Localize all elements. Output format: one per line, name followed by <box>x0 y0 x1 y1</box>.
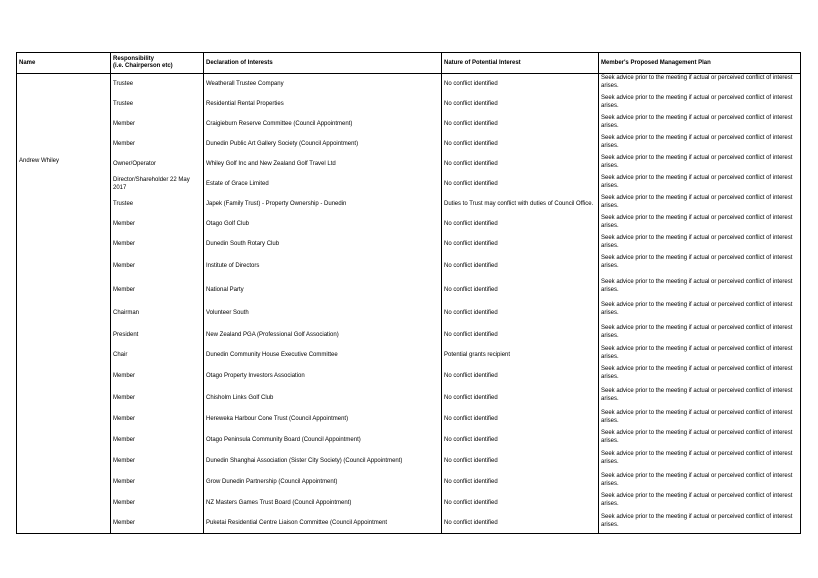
cell-plan: Seek advice prior to the meeting if actual or perceived conflict of interest arises. <box>599 134 801 154</box>
cell-declaration: Hereweka Harbour Cone Trust (Council Appointment) <box>204 409 442 429</box>
cell-plan: Seek advice prior to the meeting if actual or perceived conflict of interest arises. <box>599 254 801 278</box>
cell-name <box>17 365 111 387</box>
cell-plan: Seek advice prior to the meeting if actual or perceived conflict of interest arises. <box>599 450 801 472</box>
cell-name <box>17 409 111 429</box>
cell-nature: Potential grants recipient <box>442 345 599 365</box>
cell-nature: No conflict identified <box>442 387 599 409</box>
cell-name <box>17 134 111 154</box>
interests-register-table <box>16 52 801 534</box>
table-row <box>17 450 801 472</box>
cell-responsibility: President <box>111 324 204 345</box>
cell-responsibility: Member <box>111 472 204 492</box>
cell-declaration: Chisholm Links Golf Club <box>204 387 442 409</box>
cell-declaration: Whiley Golf Inc and New Zealand Golf Travel Ltd <box>204 154 442 174</box>
cell-declaration: Craigieburn Reserve Committee (Council Appointment) <box>204 114 442 134</box>
cell-plan: Seek advice prior to the meeting if actual or perceived conflict of interest arises. <box>599 74 801 95</box>
cell-nature: No conflict identified <box>442 114 599 134</box>
table-row <box>17 301 801 324</box>
cell-name <box>17 254 111 278</box>
cell-name <box>17 94 111 114</box>
header-responsibility-title: Responsibility <box>113 56 155 62</box>
cell-responsibility: Member <box>111 114 204 134</box>
cell-nature: No conflict identified <box>442 174 599 194</box>
cell-name <box>17 345 111 365</box>
table-row <box>17 492 801 513</box>
cell-nature: Duties to Trust may conflict with duties of Council Office. <box>442 194 599 214</box>
cell-declaration: Volunteer South <box>204 301 442 324</box>
cell-plan: Seek advice prior to the meeting if actual or perceived conflict of interest arises. <box>599 154 801 174</box>
cell-responsibility: Director/Shareholder 22 May 2017 <box>111 174 204 194</box>
cell-declaration: Dunedin South Rotary Club <box>204 234 442 254</box>
cell-responsibility: Member <box>111 365 204 387</box>
table-row <box>17 234 801 254</box>
cell-declaration: Otago Property Investors Association <box>204 365 442 387</box>
cell-nature: No conflict identified <box>442 409 599 429</box>
cell-name <box>17 301 111 324</box>
cell-declaration: Residential Rental Properties <box>204 94 442 114</box>
cell-responsibility: Member <box>111 387 204 409</box>
cell-nature: No conflict identified <box>442 324 599 345</box>
cell-declaration: National Party <box>204 278 442 301</box>
cell-plan: Seek advice prior to the meeting if actual or perceived conflict of interest arises. <box>599 94 801 114</box>
cell-responsibility: Member <box>111 234 204 254</box>
table-row <box>17 387 801 409</box>
cell-plan: Seek advice prior to the meeting if actual or perceived conflict of interest arises. <box>599 409 801 429</box>
cell-plan: Seek advice prior to the meeting if actual or perceived conflict of interest arises. <box>599 194 801 214</box>
cell-responsibility: Member <box>111 429 204 450</box>
table-row <box>17 154 801 174</box>
cell-name <box>17 74 111 95</box>
cell-nature: No conflict identified <box>442 74 599 95</box>
table-row <box>17 345 801 365</box>
cell-declaration: Dunedin Shanghai Association (Sister City Society) (Council Appointment) <box>204 450 442 472</box>
cell-name <box>17 278 111 301</box>
table-row <box>17 472 801 492</box>
cell-plan: Seek advice prior to the meeting if actual or perceived conflict of interest arises. <box>599 214 801 234</box>
cell-plan: Seek advice prior to the meeting if actual or perceived conflict of interest arises. <box>599 429 801 450</box>
cell-responsibility: Trustee <box>111 74 204 95</box>
cell-name <box>17 114 111 134</box>
table-row <box>17 365 801 387</box>
header-name: Name <box>17 53 111 74</box>
cell-plan: Seek advice prior to the meeting if actual or perceived conflict of interest arises. <box>599 492 801 513</box>
cell-name <box>17 214 111 234</box>
cell-plan: Seek advice prior to the meeting if actual or perceived conflict of interest arises. <box>599 472 801 492</box>
cell-nature: No conflict identified <box>442 365 599 387</box>
cell-plan: Seek advice prior to the meeting if actual or perceived conflict of interest arises. <box>599 301 801 324</box>
cell-responsibility: Owner/Operator <box>111 154 204 174</box>
cell-plan: Seek advice prior to the meeting if actual or perceived conflict of interest arises. <box>599 345 801 365</box>
cell-nature: No conflict identified <box>442 450 599 472</box>
cell-responsibility: Trustee <box>111 94 204 114</box>
cell-declaration: Dunedin Community House Executive Committee <box>204 345 442 365</box>
cell-declaration: Institute of Directors <box>204 254 442 278</box>
header-row <box>17 53 801 74</box>
cell-declaration: New Zealand PGA (Professional Golf Association) <box>204 324 442 345</box>
table-row <box>17 254 801 278</box>
cell-declaration: Otago Golf Club <box>204 214 442 234</box>
table-row <box>17 429 801 450</box>
cell-responsibility: Member <box>111 409 204 429</box>
cell-responsibility: Member <box>111 214 204 234</box>
cell-declaration: Otago Peninsula Community Board (Council Appointment) <box>204 429 442 450</box>
cell-declaration: Estate of Grace Limited <box>204 174 442 194</box>
cell-plan: Seek advice prior to the meeting if actual or perceived conflict of interest arises. <box>599 278 801 301</box>
table-row <box>17 278 801 301</box>
cell-declaration: Puketai Residential Centre Liaison Committee (Council Appointment <box>204 513 442 534</box>
cell-plan: Seek advice prior to the meeting if actual or perceived conflict of interest arises. <box>599 234 801 254</box>
cell-plan: Seek advice prior to the meeting if actual or perceived conflict of interest arises. <box>599 174 801 194</box>
cell-plan: Seek advice prior to the meeting if actual or perceived conflict of interest arises. <box>599 114 801 134</box>
table-row <box>17 513 801 534</box>
cell-declaration: Grow Dunedin Partnership (Council Appointment) <box>204 472 442 492</box>
cell-nature: No conflict identified <box>442 154 599 174</box>
cell-name <box>17 194 111 214</box>
cell-name <box>17 324 111 345</box>
header-plan: Member's Proposed Management Plan <box>599 53 801 74</box>
cell-responsibility: Trustee <box>111 194 204 214</box>
table-row <box>17 194 801 214</box>
cell-nature: No conflict identified <box>442 278 599 301</box>
cell-nature: No conflict identified <box>442 134 599 154</box>
cell-declaration: Weatherall Trustee Company <box>204 74 442 95</box>
cell-nature: No conflict identified <box>442 214 599 234</box>
cell-responsibility: Member <box>111 134 204 154</box>
cell-plan: Seek advice prior to the meeting if actual or perceived conflict of interest arises. <box>599 513 801 534</box>
cell-name <box>17 450 111 472</box>
cell-name: Andrew Whiley <box>17 154 111 174</box>
cell-name <box>17 387 111 409</box>
header-responsibility-subtitle: (i.e. Chairperson etc) <box>113 63 173 69</box>
table-row <box>17 134 801 154</box>
cell-responsibility: Member <box>111 492 204 513</box>
cell-name <box>17 429 111 450</box>
cell-nature: No conflict identified <box>442 472 599 492</box>
header-responsibility <box>111 53 204 74</box>
cell-name <box>17 492 111 513</box>
cell-declaration: Japek (Family Trust) - Property Ownership - Dunedin <box>204 194 442 214</box>
table-row <box>17 174 801 194</box>
cell-nature: No conflict identified <box>442 254 599 278</box>
table-row <box>17 74 801 95</box>
cell-nature: No conflict identified <box>442 94 599 114</box>
table-row <box>17 409 801 429</box>
cell-responsibility: Member <box>111 254 204 278</box>
cell-nature: No conflict identified <box>442 492 599 513</box>
cell-nature: No conflict identified <box>442 513 599 534</box>
cell-nature: No conflict identified <box>442 234 599 254</box>
table-row <box>17 214 801 234</box>
table-row <box>17 94 801 114</box>
cell-plan: Seek advice prior to the meeting if actual or perceived conflict of interest arises. <box>599 324 801 345</box>
cell-responsibility: Member <box>111 450 204 472</box>
cell-responsibility: Chair <box>111 345 204 365</box>
cell-nature: No conflict identified <box>442 301 599 324</box>
table-row <box>17 324 801 345</box>
cell-responsibility: Chairman <box>111 301 204 324</box>
table-row <box>17 114 801 134</box>
cell-declaration: NZ Masters Games Trust Board (Council Appointment) <box>204 492 442 513</box>
cell-name <box>17 174 111 194</box>
cell-plan: Seek advice prior to the meeting if actual or perceived conflict of interest arises. <box>599 365 801 387</box>
cell-plan: Seek advice prior to the meeting if actual or perceived conflict of interest arises. <box>599 387 801 409</box>
cell-name <box>17 234 111 254</box>
header-nature: Nature of Potential Interest <box>442 53 599 74</box>
header-declaration: Declaration of Interests <box>204 53 442 74</box>
cell-declaration: Dunedin Public Art Gallery Society (Council Appointment) <box>204 134 442 154</box>
cell-name <box>17 513 111 534</box>
cell-responsibility: Member <box>111 278 204 301</box>
cell-name <box>17 472 111 492</box>
cell-nature: No conflict identified <box>442 429 599 450</box>
cell-responsibility: Member <box>111 513 204 534</box>
